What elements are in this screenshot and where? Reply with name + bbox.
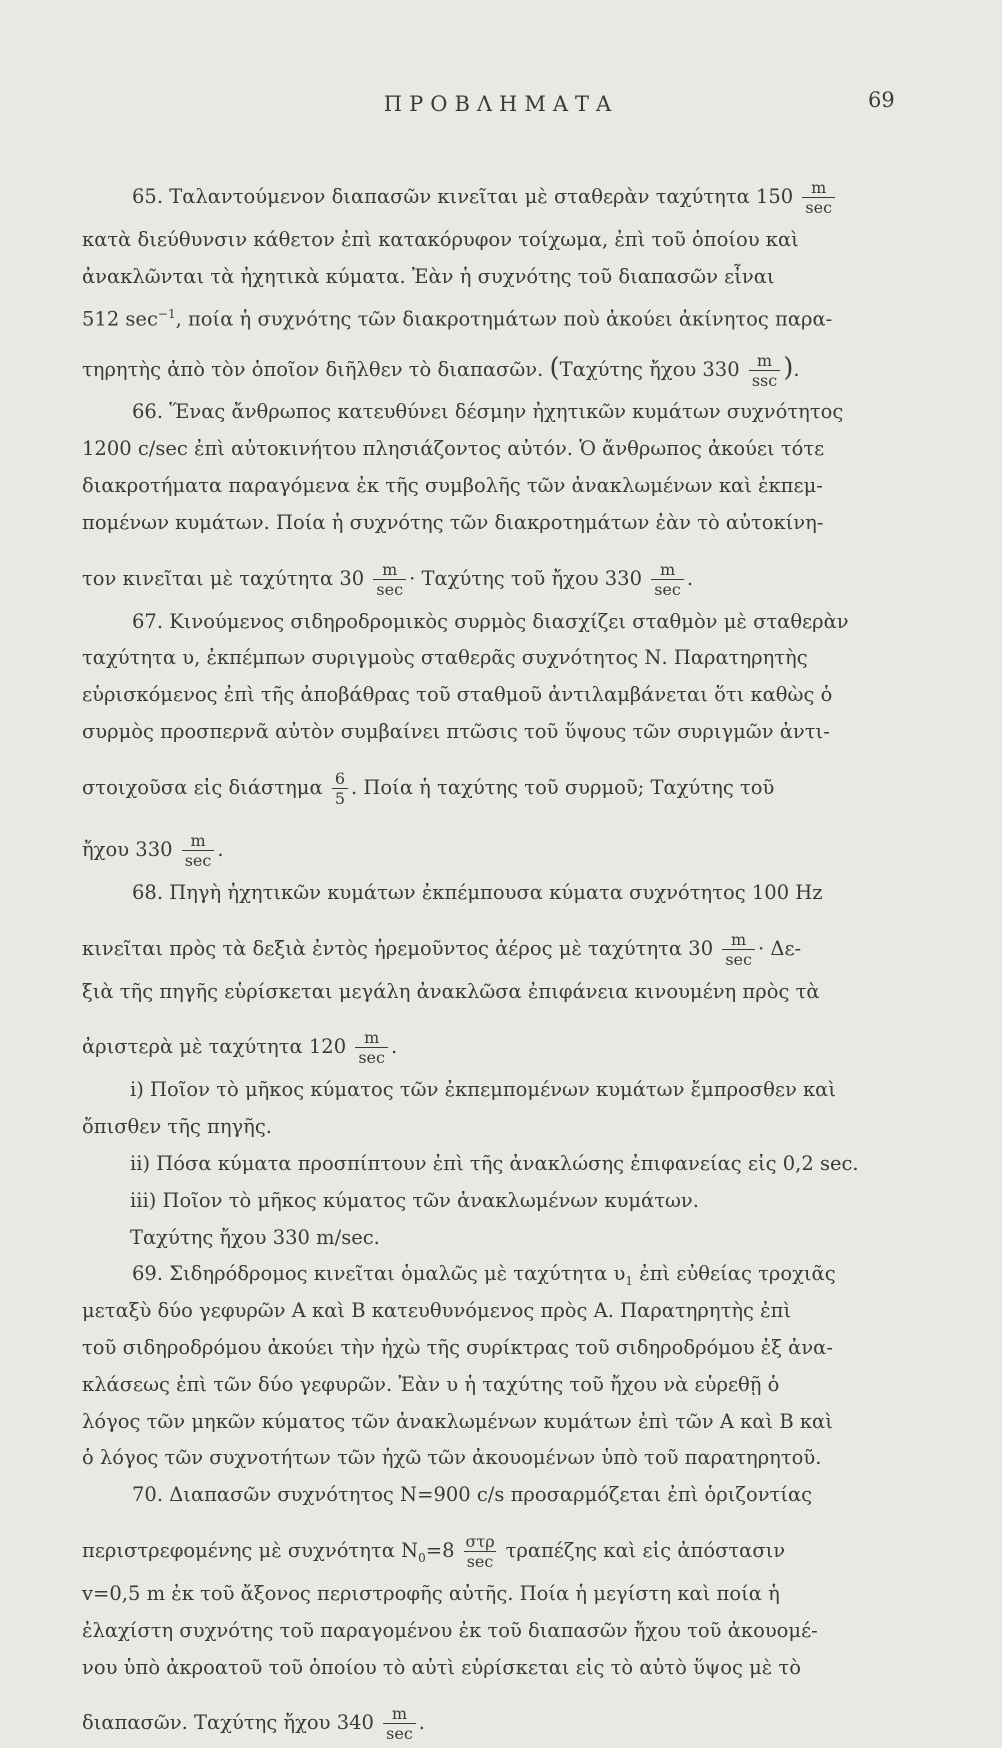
problem-69-line-3: τοῦ σιδηροδρόμου ἀκούει τὴν ἠχὼ τῆς συρίκτρας τοῦ σιδηροδρόμου ἐξ ἀνα- xyxy=(82,1335,833,1359)
problem-65-line-4: 512 $\sec^{-1}$, ποία ἡ συχνότης τῶν διακροτημάτων ποὺ ἀκούει ἀκίνητος παρα- xyxy=(82,306,833,331)
fraction-m-per-sec: m sec xyxy=(373,560,406,599)
problem-68-question-iii: iii) Ποῖον τὸ μῆκος κύματος τῶν ἀνακλωμένων κυμάτων. xyxy=(130,1188,699,1212)
problem-66-line-3: διακροτήματα παραγόμενα ἐκ τῆς συμβολῆς τῶν ἀνακλωμένων καὶ ἐκπεμ- xyxy=(82,473,823,497)
problem-69-line-6: ὁ λόγος τῶν συχνοτήτων τῶν ἠχῶ τῶν ἀκουομένων ὑπὸ τοῦ παρατηρητοῦ. xyxy=(82,1446,822,1470)
problem-68-question-ii: ii) Πόσα κύματα προσπίπτουν ἐπὶ τῆς ἀνακλώσης ἐπιφανείας εἰς 0,2 sec. xyxy=(130,1151,859,1175)
fraction-m-per-sec: m sec xyxy=(802,178,835,217)
problem-68-question-i-cont: ὄπισθεν τῆς πηγῆς. xyxy=(82,1115,272,1139)
problem-70-line-5: νου ὑπὸ ἀκροατοῦ τοῦ ὁποίου τὸ αὐτὶ εὑρίσκεται εἰς τὸ αὐτὸ ὕψος μὲ τὸ xyxy=(82,1655,801,1679)
problem-66-line-5: τον κινεῖται μὲ ταχύτητα 30 m sec · Ταχύτης τοῦ ἤχου 330 m sec . xyxy=(82,559,694,599)
running-head: ΠΡΟΒΛΗΜΑΤΑ xyxy=(383,92,619,116)
problem-65-line-1: 65. Ταλαντούμενον διαπασῶν κινεῖται μὲ σταθερὰν ταχύτητα 150 m sec xyxy=(82,160,897,222)
fraction-m-per-sec: m sec xyxy=(383,1704,416,1743)
fraction-six-fifths: $\frac{6}{5}$ xyxy=(332,769,348,808)
fraction-m-per-ssc: m ssc xyxy=(749,351,780,390)
fraction-m-per-sec: m sec xyxy=(651,560,684,599)
problem-67-line-1: 67. Κινούμενος σιδηροδρομικὸς συρμὸς διασχίζει σταθμὸν μὲ σταθερὰν xyxy=(132,609,849,633)
problem-68-speed-note: Ταχύτης ἤχου 330 m/sec. xyxy=(130,1225,380,1249)
problem-69-line-2: μεταξὺ δύο γεφυρῶν Α καὶ Β κατευθυνόμενος πρὸς Α. Παρατηρητὴς ἐπὶ xyxy=(82,1299,792,1323)
page-body xyxy=(82,160,897,1748)
problem-70-line-6: διαπασῶν. Ταχύτης ἤχου 340 m sec . xyxy=(82,1704,425,1744)
problem-66-line-4: πομένων κυμάτων. Ποία ἡ συχνότης τῶν διακροτημάτων ἐὰν τὸ αὐτοκίνη- xyxy=(82,510,824,534)
problem-69-line-4: κλάσεως ἐπὶ τῶν δύο γεφυρῶν. Ἐὰν υ ἡ ταχύτης τοῦ ἤχου νὰ εὑρεθῇ ὁ xyxy=(82,1372,780,1396)
fraction-m-per-sec: m sec xyxy=(722,930,755,969)
fraction-m-per-sec: m sec xyxy=(182,831,215,870)
problem-65-line-5: τηρητὴς ἀπὸ τὸν ὁποῖον διῆλθεν τὸ διαπασῶν. (Ταχύτης ἤχου 330 m ssc ). xyxy=(82,351,800,391)
problem-70-line-1: 70. Διαπασῶν συχνότητος N=900 c/s προσαρμόζεται ἐπὶ ὁριζοντίας xyxy=(132,1483,813,1507)
problem-66-line-2: 1200 c/sec ἐπὶ αὐτοκινήτου πλησιάζοντος αὐτόν. Ὁ ἄνθρωπος ἀκούει τότε xyxy=(82,437,825,461)
problem-68-line-4: ἀριστερὰ μὲ ταχύτητα 120 m sec . xyxy=(82,1028,398,1068)
fraction-m-per-sec: m sec xyxy=(355,1028,388,1067)
problem-68-line-1: 68. Πηγὴ ἠχητικῶν κυμάτων ἐκπέμπουσα κύματα συχνότητος 100 Hz xyxy=(132,880,823,904)
problem-70-line-4: ἐλαχίστη συχνότης τοῦ παραγομένου ἐκ τοῦ διαπασῶν ἤχου τοῦ ἀκουομέ- xyxy=(82,1618,818,1642)
problem-65-line-3: ἀνακλῶνται τὰ ἠχητικὰ κύματα. Ἐὰν ἡ συχνότης τοῦ διαπασῶν εἶναι xyxy=(82,264,775,288)
problem-69-line-1: 69. Σιδηρόδρομος κινεῖται ὁμαλῶς μὲ ταχύτητα $\upsilon_1$ ἐπὶ εὐθείας τροχιᾶς xyxy=(132,1262,836,1289)
problem-67-line-2: ταχύτητα υ, ἐκπέμπων συριγμοὺς σταθερᾶς συχνότητος Ν. Παρατηρητὴς xyxy=(82,646,808,670)
problem-67-line-3: εὑρισκόμενος ἐπὶ τῆς ἀποβάθρας τοῦ σταθμοῦ ἀντιλαμβάνεται ὅτι καθὼς ὁ xyxy=(82,683,833,707)
problem-70-line-2: περιστρεφομένης μὲ συχνότητα $N_0=8$ στρ sec τραπέζης καὶ εἰς ἀπόστασιν xyxy=(82,1531,786,1571)
fraction-rev-per-sec: στρ sec xyxy=(465,1531,495,1571)
problem-68-line-2: κινεῖται πρὸς τὰ δεξιὰ ἐντὸς ἠρεμοῦντος ἀέρος μὲ ταχύτητα 30 m sec · Δε- xyxy=(82,929,802,969)
problem-67-line-5: στοιχοῦσα εἰς διάστημα $\frac{6}{5}$ . Ποία ἡ ταχύτης τοῦ συρμοῦ; Ταχύτης τοῦ xyxy=(82,768,775,808)
problem-66-line-1: 66. Ἕνας ἄνθρωπος κατευθύνει δέσμην ἠχητικῶν κυμάτων συχνότητος xyxy=(132,400,844,424)
problem-70-line-3: v=0,5 m ἐκ τοῦ ἄξονος περιστροφῆς αὐτῆς. Ποία ἡ μεγίστη καὶ ποία ἡ xyxy=(82,1581,780,1605)
problem-65-line-2: κατὰ διεύθυνσιν κάθετον ἐπὶ κατακόρυφον τοίχωμα, ἐπὶ τοῦ ὁποίου καὶ xyxy=(82,228,799,251)
problem-69-line-5: λόγος τῶν μηκῶν κύματος τῶν ἀνακλωμένων κυμάτων ἐπὶ τῶν Α καὶ Β καὶ xyxy=(82,1409,833,1433)
page-number: 69 xyxy=(868,88,895,112)
problem-67-line-6: ἤχου 330 m sec . xyxy=(82,830,224,870)
problem-68-line-3: ξιὰ τῆς πηγῆς εὑρίσκεται μεγάλη ἀνακλῶσα ἐπιφάνεια κινουμένη πρὸς τὰ xyxy=(82,979,820,1003)
problem-68-question-i: i) Ποῖον τὸ μῆκος κύματος τῶν ἐκπεμπομένων κυμάτων ἔμπροσθεν καὶ xyxy=(130,1078,836,1102)
problem-67-line-4: συρμὸς προσπερνᾶ αὐτὸν συμβαίνει πτῶσις τοῦ ὕψους τῶν συριγμῶν ἀντι- xyxy=(82,719,830,743)
